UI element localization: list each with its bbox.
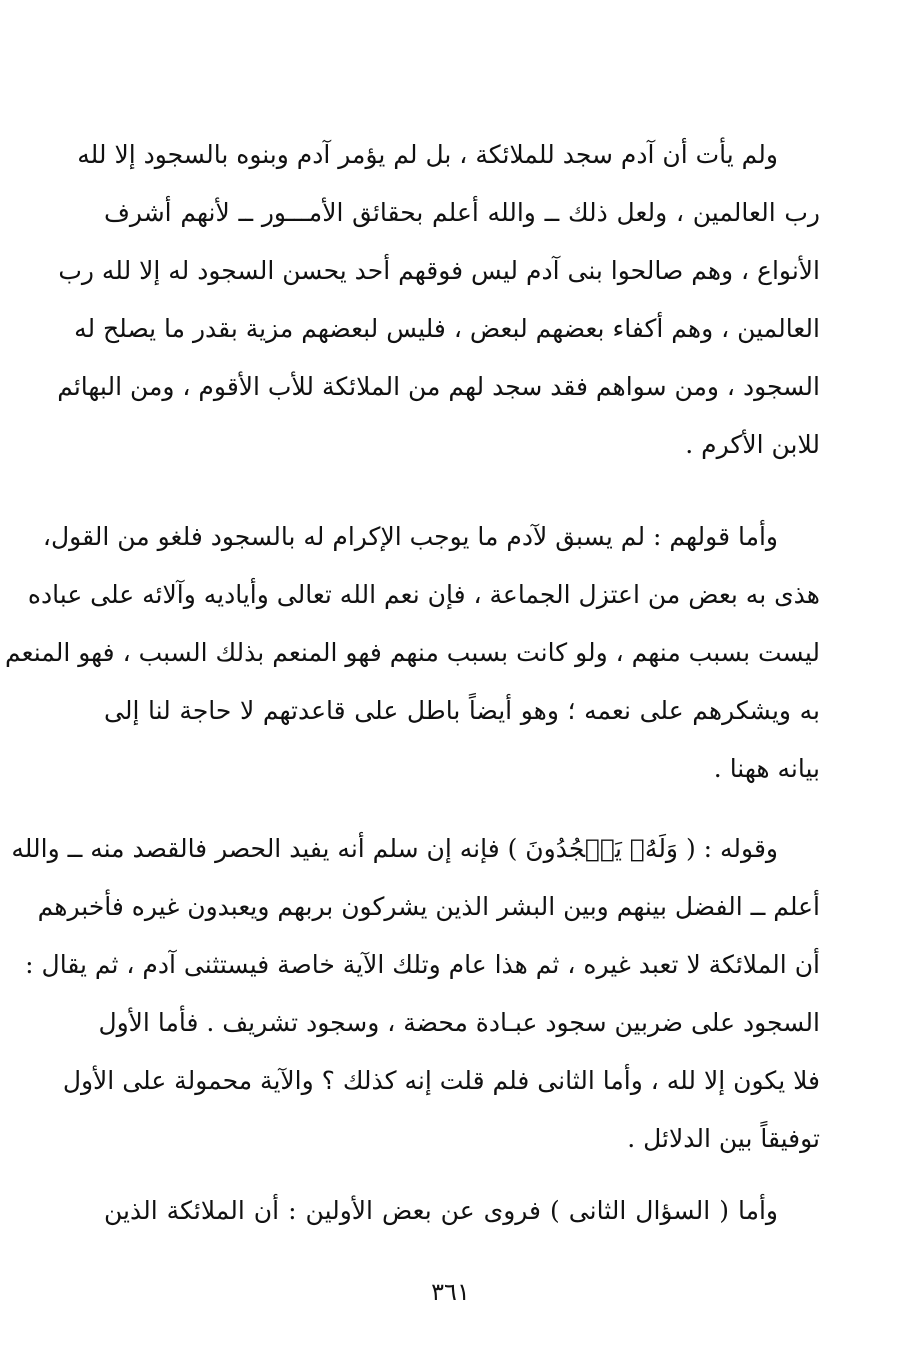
text-line: به ويشكرهم على نعمه ؛ وهو أيضاً باطل على قاعدتهم لا حاجة لنا إلى <box>104 696 820 725</box>
text-line: وقوله : ( وَلَهُۥ يَسۡجُدُونَ ) فإنه إن سلم أنه يفيد الحصر فالقصد منه ــ والله <box>11 834 778 863</box>
text-line: أعلم ــ الفضل بينهم وبين البشر الذين يشركون بربهم ويعبدون غيره فأخبرهم <box>37 892 820 921</box>
text-line: السجود على ضربين سجود عبـادة محضة ، وسجود تشريف . فأما الأول <box>98 1008 820 1037</box>
text-line: أن الملائكة لا تعبد غيره ، ثم هذا عام وتلك الآية خاصة فيستثنى آدم ، ثم يقال : <box>25 950 820 979</box>
text-line: فلا يكون إلا لله ، وأما الثانى فلم قلت إنه كذلك ؟ والآية محمولة على الأول <box>62 1066 820 1095</box>
text-line: وأما قولهم : لم يسبق لآدم ما يوجب الإكرام له بالسجود فلغو من القول، <box>42 522 778 551</box>
text-line: السجود ، ومن سواهم فقد سجد لهم من الملائكة للأب الأقوم ، ومن البهائم <box>57 372 820 401</box>
text-line: توفيقاً بين الدلائل . <box>627 1124 820 1153</box>
text-line: وأما ( السؤال الثانى ) فروى عن بعض الأولين : أن الملائكة الذين <box>104 1196 778 1225</box>
text-line: للابن الأكرم . <box>685 430 820 459</box>
paragraph-3 <box>11 820 820 1168</box>
paragraph-4 <box>104 1182 820 1240</box>
text-line: الأنواع ، وهم صالحوا بنى آدم ليس فوقهم أحد يحسن السجود له إلا لله رب <box>58 256 820 285</box>
text-line: بيانه ههنا . <box>713 754 820 783</box>
text-line: ولم يأت أن آدم سجد للملائكة ، بل لم يؤمر آدم وبنوه بالسجود إلا لله <box>77 140 778 169</box>
paragraph-1 <box>57 126 820 474</box>
page-number: ٣٦١ <box>431 1278 470 1306</box>
text-line: العالمين ، وهم أكفاء بعضهم لبعض ، فليس لبعضهم مزية بقدر ما يصلح له <box>74 314 820 343</box>
text-line: هذى به بعض من اعتزل الجماعة ، فإن نعم الله تعالى وأياديه وآلائه على عباده <box>27 580 820 609</box>
text-line: ليست بسبب منهم ، ولو كانت بسبب منهم فهو المنعم بذلك السبب ، فهو المنعم <box>5 638 820 667</box>
paragraph-2 <box>5 508 820 798</box>
text-line: رب العالمين ، ولعل ذلك ــ والله أعلم بحقائق الأمـــور ــ لأنهم أشرف <box>104 198 820 227</box>
